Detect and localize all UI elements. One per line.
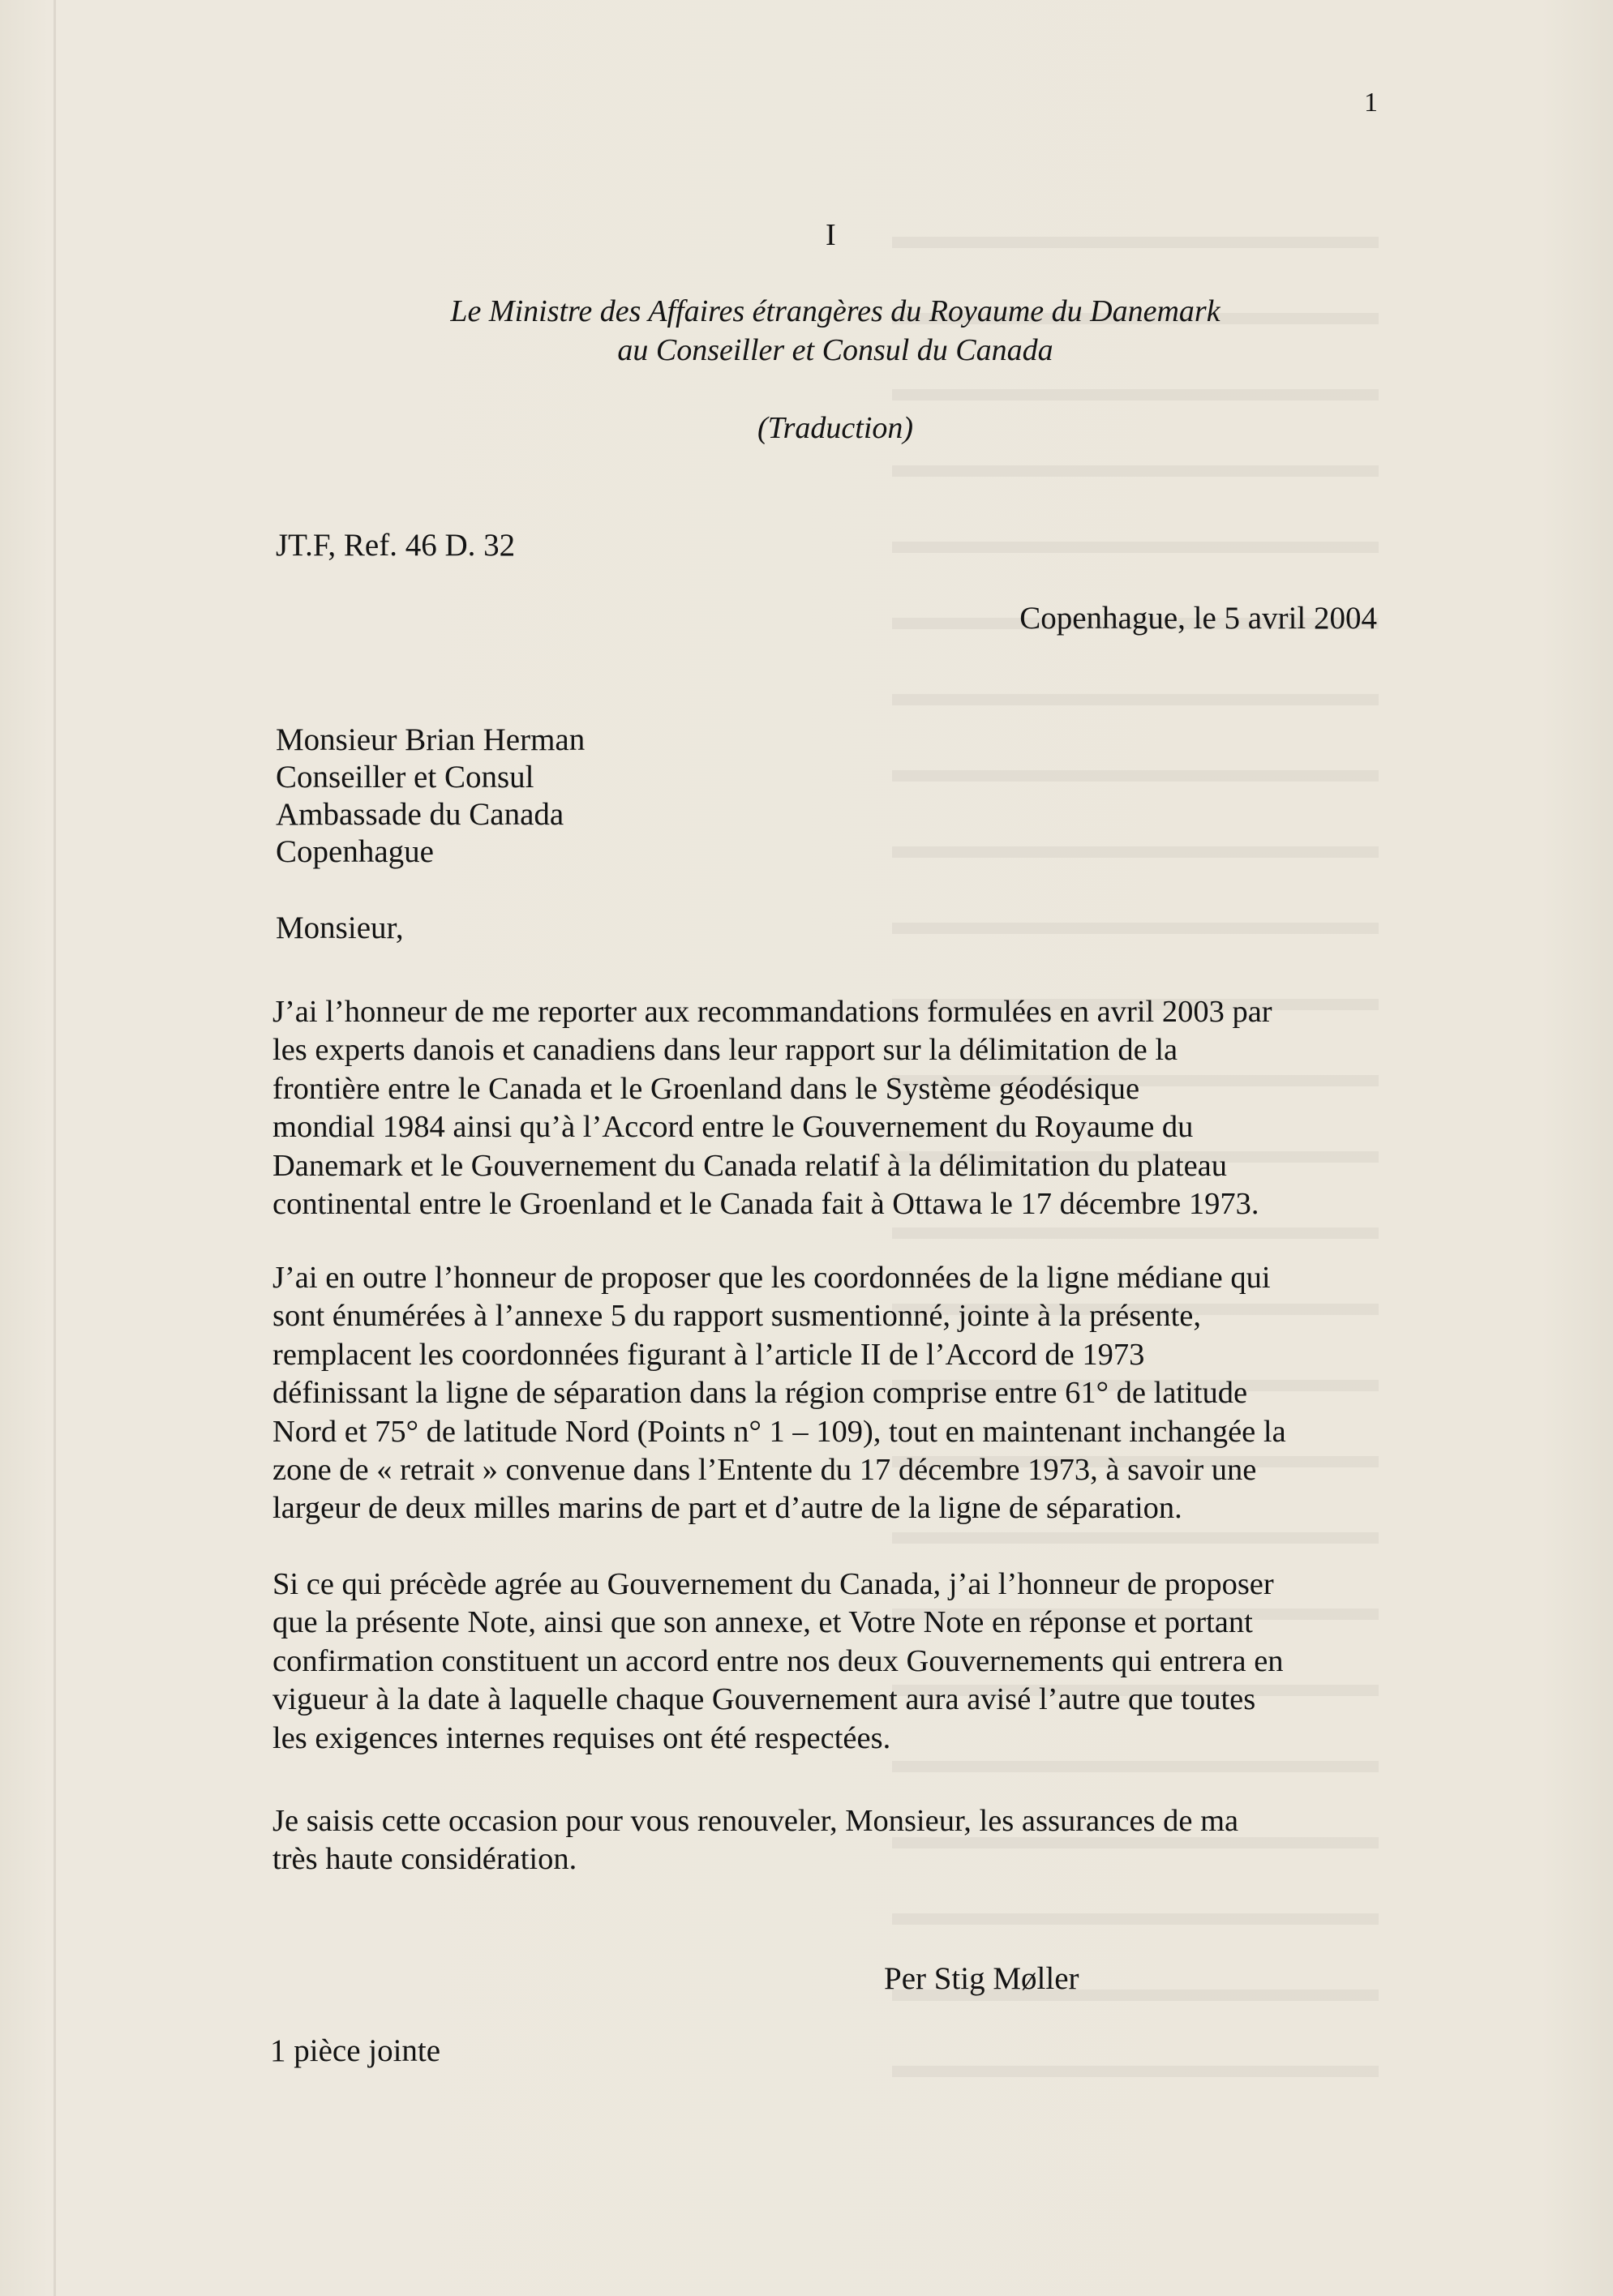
closing-paragraph bbox=[272, 1802, 1369, 1879]
paragraph-line: les experts danois et canadiens dans leur rapport sur la délimitation de la bbox=[272, 1033, 1178, 1068]
paragraph-line: Danemark et le Gouvernement du Canada relatif à la délimitation du plateau bbox=[272, 1148, 1227, 1183]
recipient-city: Copenhague bbox=[276, 834, 434, 869]
paragraph-line: continental entre le Groenland et le Canada fait à Ottawa le 17 décembre 1973. bbox=[272, 1187, 1259, 1222]
section-numeral: I bbox=[826, 218, 836, 252]
paragraph-line: remplacent les coordonnées figurant à l’article II de l’Accord de 1973 bbox=[272, 1337, 1145, 1372]
salutation: Monsieur, bbox=[276, 910, 404, 945]
letter-date: Copenhague, le 5 avril 2004 bbox=[1019, 601, 1377, 636]
paragraph-line: J’ai en outre l’honneur de proposer que les coordonnées de la ligne médiane qui bbox=[272, 1261, 1271, 1295]
paragraph-line: mondial 1984 ainsi qu’à l’Accord entre le Gouvernement du Royaume du bbox=[272, 1110, 1194, 1145]
recipient-organization: Ambassade du Canada bbox=[276, 797, 564, 832]
body-paragraph-3 bbox=[272, 1566, 1369, 1758]
paragraph-line: vigueur à la date à laquelle chaque Gouvernement aura avisé l’autre que toutes bbox=[272, 1682, 1256, 1717]
paragraph-line: zone de « retrait » convenue dans l’Entente du 17 décembre 1973, à savoir une bbox=[272, 1453, 1257, 1488]
paragraph-line: largeur de deux milles marins de part et d’autre de la ligne de séparation. bbox=[272, 1491, 1182, 1526]
paragraph-line: sont énumérées à l’annexe 5 du rapport susmentionné, jointe à la présente, bbox=[272, 1299, 1201, 1334]
body-paragraph-1 bbox=[272, 993, 1369, 1223]
reference-number: JT.F, Ref. 46 D. 32 bbox=[276, 528, 516, 563]
paragraph-line: J’ai l’honneur de me reporter aux recommandations formulées en avril 2003 par bbox=[272, 995, 1272, 1029]
recipient-name: Monsieur Brian Herman bbox=[276, 722, 586, 757]
paragraph-line: Si ce qui précède agrée au Gouvernement du Canada, j’ai l’honneur de proposer bbox=[272, 1567, 1274, 1601]
letter-heading-line-2: au Conseiller et Consul du Canada bbox=[617, 333, 1053, 367]
paragraph-line: très haute considération. bbox=[272, 1842, 577, 1877]
paragraph-line: Nord et 75° de latitude Nord (Points n° 1 – 109), tout en maintenant inchangée la bbox=[272, 1414, 1286, 1449]
letter-heading-line-1: Le Ministre des Affaires étrangères du Royaume du Danemark bbox=[450, 294, 1220, 328]
paragraph-line: confirmation constituent un accord entre nos deux Gouvernements qui entrera en bbox=[272, 1643, 1284, 1678]
signature: Per Stig Møller bbox=[884, 1961, 1079, 1996]
paragraph-line: Je saisis cette occasion pour vous renouveler, Monsieur, les assurances de ma bbox=[272, 1804, 1239, 1838]
page-number: 1 bbox=[1364, 88, 1378, 118]
paragraph-line: les exigences internes requises ont été respectées. bbox=[272, 1720, 891, 1755]
paragraph-line: frontière entre le Canada et le Groenland dans le Système géodésique bbox=[272, 1071, 1140, 1106]
translation-note: (Traduction) bbox=[757, 411, 914, 445]
paragraph-line: définissant la ligne de séparation dans la région comprise entre 61° de latitude bbox=[272, 1376, 1248, 1411]
body-paragraph-2 bbox=[272, 1259, 1369, 1528]
paragraph-line: que la présente Note, ainsi que son annexe, et Votre Note en réponse et portant bbox=[272, 1605, 1253, 1640]
enclosure-note: 1 pièce jointe bbox=[270, 2033, 441, 2068]
recipient-title: Conseiller et Consul bbox=[276, 760, 534, 795]
